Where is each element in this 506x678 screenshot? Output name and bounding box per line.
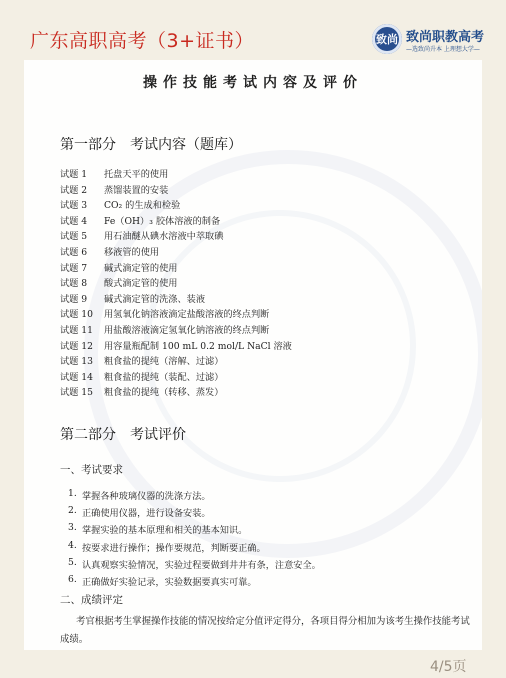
question-text: 碱式滴定管的使用 [104, 262, 178, 274]
question-number: 试题 12 [60, 340, 93, 352]
question-list [60, 166, 292, 400]
part1-label: 第一部分 [60, 137, 116, 153]
question-number: 试题 4 [60, 215, 88, 227]
requirement-number: 5. [68, 556, 77, 568]
question-item [60, 369, 292, 385]
requirement-text: 按要求进行操作；操作要规范，判断要正确。 [82, 542, 266, 554]
requirement-item [68, 488, 321, 505]
requirement-number: 1. [68, 488, 77, 499]
part2-heading [60, 424, 200, 444]
question-number: 试题 3 [60, 200, 88, 212]
question-item [60, 166, 292, 182]
question-number: 试题 15 [60, 387, 93, 399]
question-text: 酸式滴定管的使用 [104, 278, 178, 290]
part2-title: 考试评价 [130, 427, 186, 443]
requirement-number: 6. [68, 573, 77, 585]
document-title: 操作技能考试内容及评价 [143, 75, 363, 91]
question-number: 试题 2 [60, 184, 88, 196]
requirement-item [68, 540, 321, 557]
requirement-text: 正确做好实验记录，实验数据要真实可靠。 [82, 576, 257, 588]
question-number: 试题 10 [60, 309, 93, 321]
question-text: 粗食盐的提纯（溶解、过滤） [104, 356, 224, 368]
requirement-item [68, 522, 321, 539]
requirement-text: 认真观察实验情况，实验过程要做到井井有条，注意安全。 [82, 559, 321, 571]
question-item [60, 306, 292, 322]
requirement-number: 2. [68, 505, 77, 517]
question-item [60, 384, 292, 400]
requirement-list [68, 488, 321, 591]
header-title: 广东高职高考（3+证书） [30, 30, 255, 52]
question-text: CO₂ 的生成和检验 [104, 200, 181, 212]
question-item [60, 322, 292, 338]
question-number: 试题 14 [60, 371, 93, 383]
question-item [60, 353, 292, 369]
part1-heading [60, 134, 256, 154]
question-item [60, 244, 292, 260]
question-item [60, 260, 292, 276]
requirement-text: 掌握各种玻璃仪器的洗涤方法。 [82, 491, 211, 502]
requirement-text: 正确使用仪器，进行设备安装。 [82, 508, 211, 520]
requirement-item [68, 557, 321, 574]
question-text: 用盐酸溶液滴定氢氧化钠溶液的终点判断 [104, 324, 270, 336]
question-number: 试题 7 [60, 262, 88, 274]
brand [372, 24, 494, 58]
question-text: Fe（OH）₃ 胶体溶液的制备 [104, 215, 221, 227]
brand-name: 致尚职教高考 [406, 30, 485, 45]
evaluation-paragraph: 考官根据考生掌握操作技能的情况按给定分值评定得分，各项目得分相加为该考生操作技能考试成绩。 [60, 616, 470, 645]
question-number: 试题 13 [60, 356, 93, 368]
brand-logo-icon: 致尚 [372, 24, 402, 54]
question-item [60, 338, 292, 354]
question-item [60, 228, 292, 244]
section1-heading: 一、考试要求 [60, 464, 123, 476]
question-number: 试题 1 [60, 169, 88, 180]
question-number: 试题 8 [60, 278, 88, 290]
requirement-text: 掌握实验的基本原理和相关的基本知识。 [82, 525, 248, 537]
section2-heading: 二、成绩评定 [60, 594, 123, 606]
requirement-number: 3. [68, 522, 77, 534]
question-item [60, 291, 292, 307]
question-text: 移液管的使用 [104, 246, 160, 258]
question-item [60, 197, 292, 213]
question-number: 试题 11 [60, 324, 93, 336]
part1-title: 考试内容（题库） [130, 137, 242, 153]
requirement-item [68, 505, 321, 522]
question-number: 试题 5 [60, 231, 88, 243]
question-number: 试题 9 [60, 293, 88, 305]
question-number: 试题 6 [60, 246, 88, 258]
header-bar [0, 0, 506, 58]
requirement-number: 4. [68, 539, 77, 551]
document-page [24, 60, 482, 650]
question-text: 用氢氧化钠溶液滴定盐酸溶液的终点判断 [104, 309, 270, 321]
question-text: 用石油醚从碘水溶液中萃取碘 [104, 231, 224, 243]
requirement-item [68, 574, 321, 591]
question-text: 蒸馏装置的安装 [104, 184, 169, 196]
brand-slogan: —选致尚升本 上理想大学— [406, 46, 480, 53]
question-item [60, 275, 292, 291]
question-item [60, 182, 292, 198]
part2-label: 第二部分 [60, 427, 116, 443]
question-item [60, 213, 292, 229]
question-text: 托盘天平的使用 [104, 169, 169, 180]
page-indicator: 4/5页 [430, 659, 467, 675]
question-text: 碱式滴定管的洗涤、装液 [104, 293, 206, 305]
question-text: 用容量瓶配制 100 mL 0.2 mol/L NaCl 溶液 [104, 340, 292, 352]
question-text: 粗食盐的提纯（装配、过滤） [104, 371, 224, 383]
question-text: 粗食盐的提纯（转移、蒸发） [104, 387, 224, 399]
